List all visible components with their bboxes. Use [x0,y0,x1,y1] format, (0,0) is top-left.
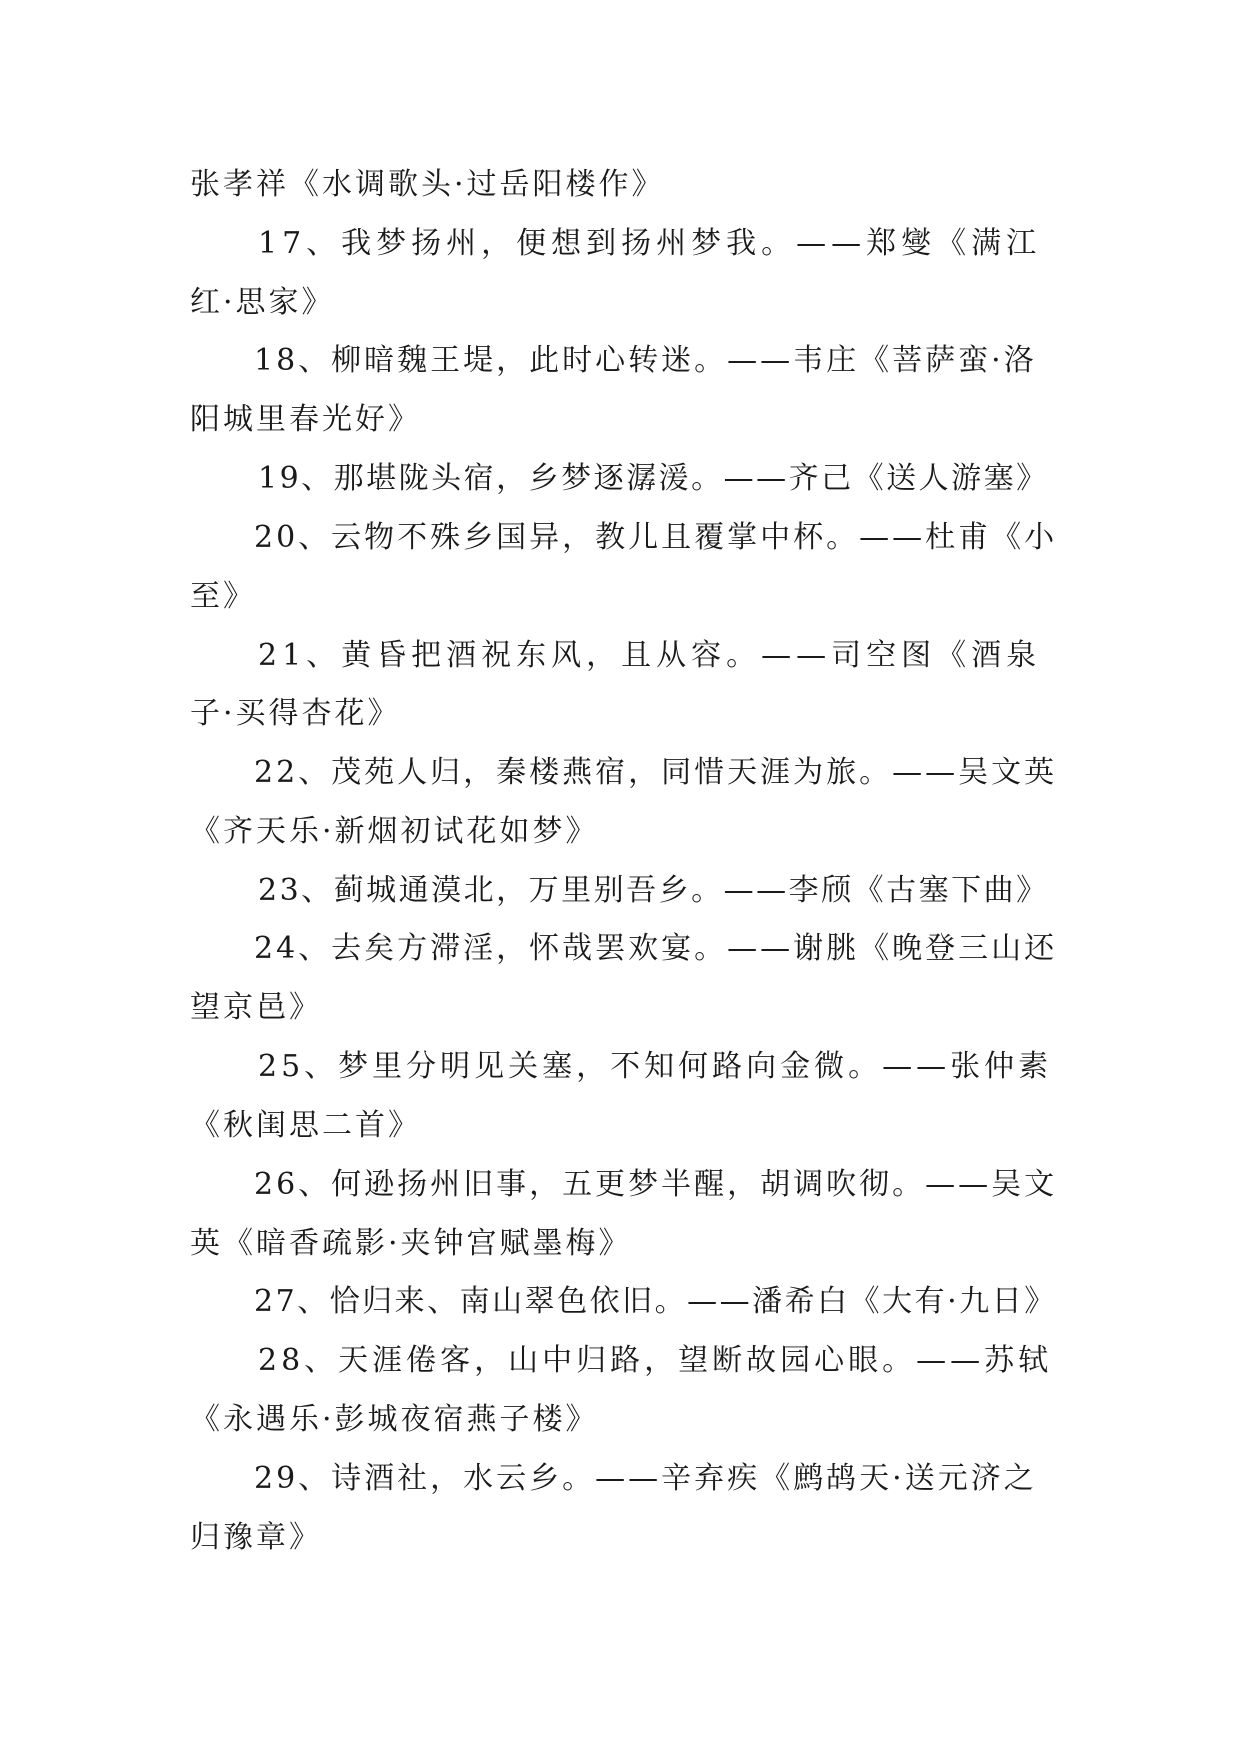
text-line: 张孝祥《水调歌头·过岳阳楼作》 [190,167,665,202]
text-line: 至》 [190,579,256,614]
text-line: 归豫章》 [190,1520,322,1555]
text-line: 19、那堪陇头宿，乡梦逐潺湲。——齐己《送人游塞》 [258,461,1049,496]
text-line: 23、蓟城通漠北，万里别吾乡。——李颀《古塞下曲》 [258,873,1049,908]
text-line: 26、何逊扬州旧事，五更梦半醒，胡调吹彻。——吴文 [254,1167,1058,1202]
text-line: 《齐天乐·新烟初试花如梦》 [190,814,599,849]
text-line: 24、去矣方滞淫，怀哉罢欢宴。——谢朓《晚登三山还 [254,931,1058,966]
text-line: 《秋闺思二首》 [190,1108,421,1143]
text-line: 望京邑》 [190,990,322,1025]
text-line: 红·思家》 [190,285,335,320]
text-line: 子·买得杏花》 [190,696,401,731]
text-line: 《永遇乐·彭城夜宿燕子楼》 [190,1402,599,1437]
text-line: 英《暗香疏影·夹钟宫赋墨梅》 [190,1226,632,1261]
text-line: 22、茂苑人归，秦楼燕宿，同惜天涯为旅。——吴文英 [254,755,1058,790]
text-line: 21、黄昏把酒祝东风，且从容。——司空图《酒泉 [258,638,1042,673]
text-line: 25、梦里分明见关塞，不知何路向金微。——张仲素 [258,1049,1053,1084]
text-line: 阳城里春光好》 [190,402,421,437]
text-line: 27、恰归来、南山翠色依旧。——潘希白《大有·九日》 [254,1284,1057,1319]
text-line: 18、柳暗魏王堤，此时心转迷。——韦庄《菩萨蛮·洛 [254,343,1037,378]
text-line: 17、我梦扬州，便想到扬州梦我。——郑燮《满江 [258,226,1042,261]
text-line: 20、云物不殊乡国异，教儿且覆掌中杯。——杜甫《小 [254,520,1058,555]
text-line: 29、诗酒社，水云乡。——辛弃疾《鹧鸪天·送元济之 [254,1461,1037,1496]
text-line: 28、天涯倦客，山中归路，望断故园心眼。——苏轼 [258,1343,1053,1378]
